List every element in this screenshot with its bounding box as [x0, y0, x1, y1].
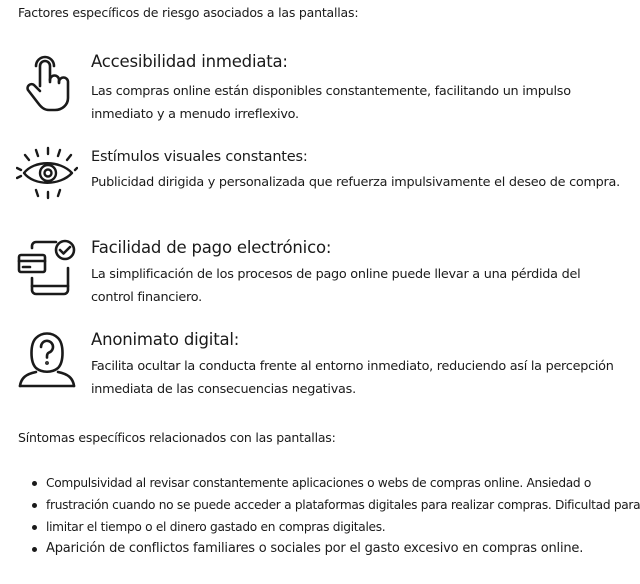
- bullet-icon: [32, 525, 37, 530]
- symptom-text: frustración cuando no se puede acceder a plataformas digitales para realizar compras. Dificultad para: [46, 498, 640, 512]
- symptom-text: limitar el tiempo o el dinero gastado en compras digitales.: [46, 520, 386, 534]
- bullet-icon: [32, 547, 37, 552]
- factor-description: Publicidad dirigida y personalizada que refuerza impulsivamente el deseo de compra.: [91, 175, 620, 190]
- list-item: [0, 472, 640, 494]
- factor-title: Accesibilidad inmediata:: [91, 52, 288, 71]
- symptom-text: Aparición de conflictos familiares o sociales por el gasto excesivo en compras online.: [46, 541, 584, 556]
- list-item: [0, 516, 640, 538]
- mobile-payment-icon: [16, 238, 78, 298]
- symptoms-list: [0, 472, 640, 560]
- list-item: [0, 538, 640, 560]
- list-item: [0, 494, 640, 516]
- anonymous-person-icon: [16, 330, 78, 390]
- factor-estimulos: [16, 146, 626, 216]
- factor-title: Anonimato digital:: [91, 330, 240, 349]
- factor-description: Facilita ocultar la conducta frente al entorno inmediato, reduciendo así la percepción inmediata de las consecuencias negativas.: [91, 359, 614, 397]
- bullet-icon: [32, 503, 37, 508]
- hand-tap-icon: [16, 52, 78, 112]
- symptoms-heading: Síntomas específicos relacionados con las pantallas:: [18, 430, 336, 445]
- intro-text: Factores específicos de riesgo asociados a las pantallas:: [18, 5, 359, 20]
- factor-title: Estímulos visuales constantes:: [91, 149, 308, 165]
- factor-anonimato: [16, 330, 626, 400]
- factor-accesibilidad: [16, 52, 626, 122]
- factor-pago: [16, 238, 626, 308]
- factor-description: Las compras online están disponibles constantemente, facilitando un impulso inmediato y a menudo irreflexivo.: [91, 84, 571, 122]
- factor-title: Facilidad de pago electrónico:: [91, 238, 332, 257]
- eye-icon: [16, 146, 78, 206]
- factor-description: La simplificación de los procesos de pago online puede llevar a una pérdida del control financiero.: [91, 267, 581, 305]
- symptom-text: Compulsividad al revisar constantemente aplicaciones o webs de compras online. Ansiedad o: [46, 476, 592, 490]
- bullet-icon: [32, 481, 37, 486]
